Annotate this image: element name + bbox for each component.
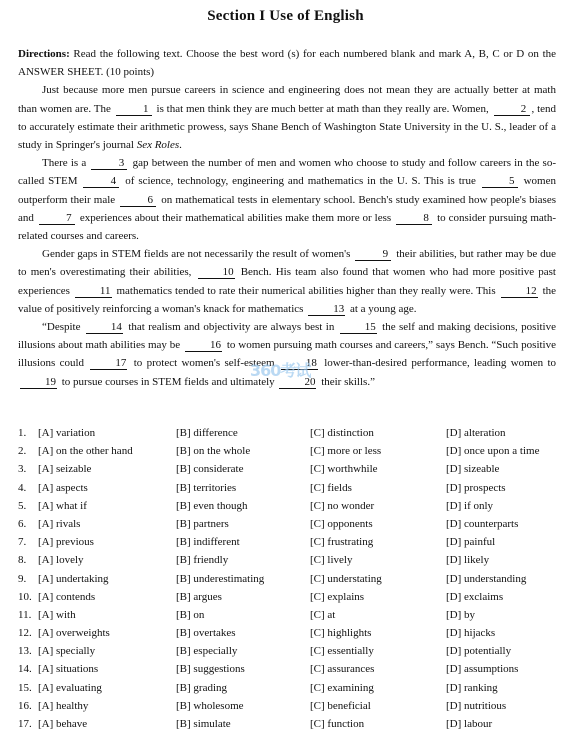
passage-text: “Despite xyxy=(42,321,81,334)
question-row xyxy=(18,645,563,663)
option-d[interactable]: [D] exclaims xyxy=(446,590,504,603)
blank-7[interactable]: 7 xyxy=(39,212,75,225)
blank-17[interactable]: 17 xyxy=(90,357,127,370)
option-c[interactable]: [C] highlights xyxy=(310,627,372,640)
passage-text: gap between the number of men and women who choose to study and follow careers in the so-called STEM xyxy=(18,157,557,188)
option-c[interactable]: [C] essentially xyxy=(310,645,374,658)
question-row xyxy=(18,518,563,536)
option-d[interactable]: [D] if only xyxy=(446,499,494,512)
option-a[interactable]: [A] evaluating xyxy=(38,681,102,694)
question-row xyxy=(18,536,563,554)
question-row xyxy=(18,573,563,591)
passage-text: on mathematical tests in elementary school. Bench's study examined how people's biases and xyxy=(18,193,556,224)
question-number: 8. xyxy=(18,554,27,567)
watermark-logo: 360考试 xyxy=(250,361,311,380)
passage-text: that realism and objectivity are always best in xyxy=(128,321,335,334)
passage-text: experiences about their mathematical abilities make them more or less xyxy=(79,211,392,224)
option-b[interactable]: [B] especially xyxy=(176,645,238,658)
question-number: 15. xyxy=(18,681,32,694)
option-c[interactable]: [C] fields xyxy=(310,481,352,494)
passage-text: Gender gaps in STEM fields are not necessarily the result of women's xyxy=(42,248,351,261)
passage-text: the value of positively reinforcing a woman's knack for mathematics xyxy=(18,284,557,315)
question-row xyxy=(18,718,563,736)
passage-text: of science, technology, engineering and mathematics in the U. S. This is true xyxy=(125,175,476,188)
passage-text: Bench. His team also found that women who had more positive past experiences xyxy=(18,266,556,297)
directions xyxy=(18,45,556,81)
option-a[interactable]: [A] undertaking xyxy=(38,572,109,585)
question-number: 2. xyxy=(18,445,27,458)
blank-1[interactable]: 1 xyxy=(116,103,152,116)
option-b[interactable]: [B] on the whole xyxy=(176,445,251,458)
blank-6[interactable]: 6 xyxy=(120,194,156,207)
blank-2[interactable]: 2 xyxy=(494,103,530,116)
blank-12[interactable]: 12 xyxy=(501,285,538,298)
question-row xyxy=(18,427,563,445)
question-row xyxy=(18,554,563,572)
option-b[interactable]: [B] argues xyxy=(176,590,222,603)
option-d[interactable]: [D] assumptions xyxy=(446,663,519,676)
passage-text: the self and making decisions, positive illusions about math abilities may be xyxy=(18,321,556,352)
question-number: 1. xyxy=(18,427,27,439)
option-d[interactable]: [D] ranking xyxy=(446,681,498,694)
option-a[interactable]: [A] with xyxy=(38,608,76,621)
directions-text: Read the following text. Choose the best word (s) for each numbered blank and mark A, B, C or D on the ANSWER SHEET. (10 points) xyxy=(18,48,557,79)
option-c[interactable]: [C] examining xyxy=(310,681,374,694)
passage xyxy=(18,45,556,391)
option-d[interactable]: [D] counterparts xyxy=(446,517,519,530)
blank-16[interactable]: 16 xyxy=(185,339,222,352)
question-row xyxy=(18,500,563,518)
question-number: 4. xyxy=(18,481,27,494)
question-number: 6. xyxy=(18,517,27,530)
blank-19[interactable]: 19 xyxy=(20,376,57,389)
blank-8[interactable]: 8 xyxy=(396,212,432,225)
option-d[interactable]: [D] prospects xyxy=(446,481,506,494)
directions-label: Directions: xyxy=(18,48,70,60)
option-c[interactable]: [C] explains xyxy=(310,590,365,603)
option-a[interactable]: [A] specially xyxy=(38,645,96,658)
question-row xyxy=(18,445,563,463)
passage-text: to women pursuing math courses and careers,” says Bench. “Such positive illusions could xyxy=(18,339,556,370)
option-b[interactable]: [B] on xyxy=(176,608,205,621)
passage-text: . xyxy=(179,139,182,152)
passage-text: to protect women's self-esteem xyxy=(133,357,275,370)
blank-11[interactable]: 11 xyxy=(75,285,112,298)
option-b[interactable]: [B] grading xyxy=(176,681,228,694)
blank-20[interactable]: 20 xyxy=(279,376,316,389)
question-number: 7. xyxy=(18,536,27,549)
question-number: 9. xyxy=(18,572,27,585)
question-row xyxy=(18,700,563,718)
option-b[interactable]: [B] indifferent xyxy=(176,536,240,549)
option-b[interactable]: [B] suggestions xyxy=(176,663,245,676)
option-d[interactable]: [D] hijacks xyxy=(446,627,496,640)
option-a[interactable]: [A] behave xyxy=(38,718,88,730)
option-d[interactable]: [D] potentially xyxy=(446,645,512,658)
question-number: 12. xyxy=(18,627,32,640)
passage-text: their abilities, but rather may be due to men's overestimating their abilities, xyxy=(18,248,557,279)
option-c[interactable]: [C] more or less xyxy=(310,445,382,458)
question-number: 14. xyxy=(18,663,32,676)
blank-18[interactable]: 18 xyxy=(281,357,318,370)
passage-text: There is a xyxy=(42,157,87,170)
blank-15[interactable]: 15 xyxy=(340,321,377,334)
option-b[interactable]: [B] partners xyxy=(176,517,229,530)
passage-text: Just because more men pursue careers in science and engineering does not mean they are actually better at math than women are. The xyxy=(18,84,556,115)
option-b[interactable]: [B] overtakes xyxy=(176,627,236,640)
option-c[interactable]: [C] assurances xyxy=(310,663,375,676)
option-b[interactable]: [B] underestimating xyxy=(176,572,265,585)
passage-text: women outperform their male xyxy=(18,175,556,206)
passage-text: to pursue courses in STEM fields and ultimately xyxy=(61,375,275,388)
question-row xyxy=(18,482,563,500)
option-b[interactable]: [B] even though xyxy=(176,499,248,512)
passage-text: their skills.” xyxy=(321,375,375,388)
option-a[interactable]: [A] rivals xyxy=(38,517,81,530)
question-number: 11. xyxy=(18,608,32,621)
option-b[interactable]: [B] simulate xyxy=(176,718,231,730)
option-b[interactable]: [B] friendly xyxy=(176,554,229,567)
passage-text: at a young age. xyxy=(349,302,417,315)
blank-4[interactable]: 4 xyxy=(83,175,119,188)
option-d[interactable]: [D] sizeable xyxy=(446,463,500,476)
option-c[interactable]: [C] at xyxy=(310,608,336,621)
blank-5[interactable]: 5 xyxy=(482,175,518,188)
section-title: Section I Use of English xyxy=(207,8,364,24)
option-d[interactable]: [D] painful xyxy=(446,536,496,549)
passage-text: lower-than-desired performance, leading women to xyxy=(324,357,556,370)
option-b[interactable]: [B] difference xyxy=(176,427,238,439)
option-d[interactable]: [D] labour xyxy=(446,718,493,730)
option-d[interactable]: [D] understanding xyxy=(446,572,527,585)
option-c[interactable]: [C] worthwhile xyxy=(310,463,378,476)
paragraph-3 xyxy=(18,245,556,318)
question-row xyxy=(18,627,563,645)
option-c[interactable]: [C] function xyxy=(310,718,365,730)
question-row xyxy=(18,463,563,481)
option-c[interactable]: [C] no wonder xyxy=(310,499,375,512)
blank-14[interactable]: 14 xyxy=(86,321,123,334)
option-a[interactable]: [A] healthy xyxy=(38,699,89,712)
passage-text: , tend to accurately estimate their arithmetic prowess, says Shane Bench of Washington State University in the U. S., leader of a study in Springer's journal xyxy=(18,102,557,152)
option-a[interactable]: [A] situations xyxy=(38,663,99,676)
passage-text: mathematics tended to rate their numerical abilities higher than they really were. This xyxy=(116,284,496,297)
option-d[interactable]: [D] nutritious xyxy=(446,699,507,712)
options-list xyxy=(18,427,563,736)
option-c[interactable]: [C] lively xyxy=(310,554,353,567)
option-b[interactable]: [B] considerate xyxy=(176,463,244,476)
blank-10[interactable]: 10 xyxy=(198,266,235,279)
option-a[interactable]: [A] aspects xyxy=(38,481,88,494)
option-a[interactable]: [A] overweights xyxy=(38,627,110,640)
question-row xyxy=(18,682,563,700)
option-c[interactable]: [C] distinction xyxy=(310,427,374,439)
question-row xyxy=(18,591,563,609)
question-row xyxy=(18,663,563,681)
option-a[interactable]: [A] contends xyxy=(38,590,96,603)
paragraph-1 xyxy=(18,81,556,154)
question-number: 13. xyxy=(18,645,32,658)
passage-text: to consider pursuing math-related courses and careers. xyxy=(18,211,557,243)
question-number: 10. xyxy=(18,590,32,603)
paragraph-2 xyxy=(18,154,556,245)
option-c[interactable]: [C] frustrating xyxy=(310,536,374,549)
option-d[interactable]: [D] likely xyxy=(446,554,490,567)
option-a[interactable]: [A] on the other hand xyxy=(38,445,133,458)
blank-13[interactable]: 13 xyxy=(308,303,345,316)
question-number: 17. xyxy=(18,718,32,730)
journal-title: Sex Roles xyxy=(136,139,180,152)
option-c[interactable]: [C] beneficial xyxy=(310,699,371,712)
option-a[interactable]: [A] seizable xyxy=(38,463,92,476)
option-c[interactable]: [C] opponents xyxy=(310,517,373,530)
option-d[interactable]: [D] alteration xyxy=(446,427,506,439)
blank-3[interactable]: 3 xyxy=(91,157,127,170)
passage-text: is that men think they are much better at math than they really are. Women, xyxy=(156,102,489,115)
option-a[interactable]: [A] what if xyxy=(38,499,87,512)
question-number: 16. xyxy=(18,699,32,712)
option-a[interactable]: [A] lovely xyxy=(38,554,84,567)
option-a[interactable]: [A] variation xyxy=(38,427,96,439)
question-number: 3. xyxy=(18,463,27,476)
blank-9[interactable]: 9 xyxy=(355,248,391,261)
option-a[interactable]: [A] previous xyxy=(38,536,94,549)
option-d[interactable]: [D] once upon a time xyxy=(446,445,540,458)
question-row xyxy=(18,609,563,627)
question-number: 5. xyxy=(18,499,27,512)
option-b[interactable]: [B] wholesome xyxy=(176,699,244,712)
option-d[interactable]: [D] by xyxy=(446,608,476,621)
option-c[interactable]: [C] understating xyxy=(310,572,382,585)
option-b[interactable]: [B] territories xyxy=(176,481,237,494)
